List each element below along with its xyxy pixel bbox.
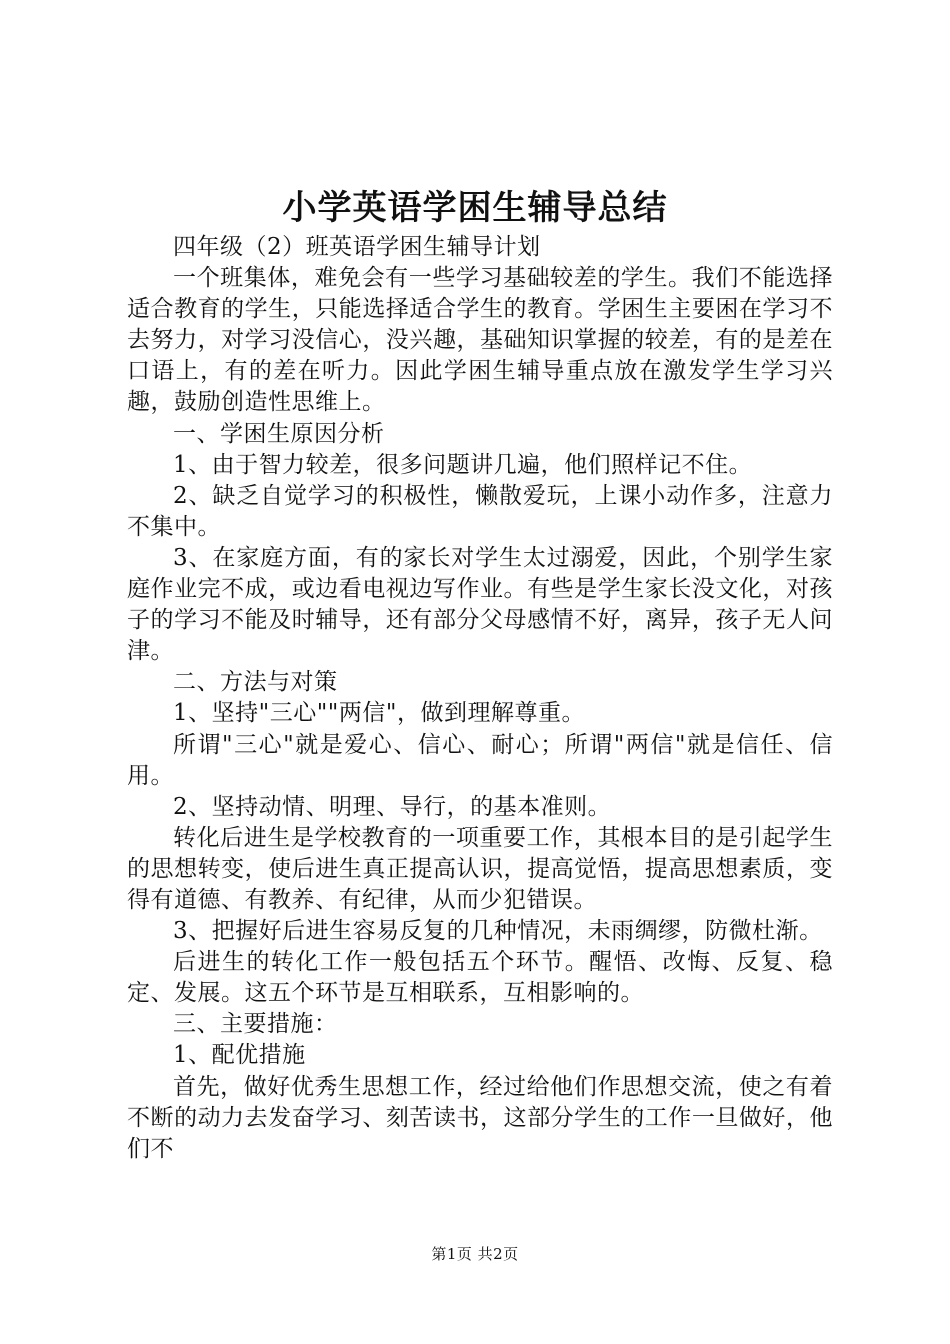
- paragraph: 1、坚持"三心""两信"，做到理解尊重。: [173, 700, 585, 727]
- paragraph: 3、把握好后进生容易反复的几种情况，未雨绸缪，防微杜渐。: [173, 918, 823, 945]
- paragraph: 1、配优措施: [173, 1042, 306, 1069]
- document-body: [127, 232, 833, 1165]
- paragraph: 所谓"三心"就是爱心、信心、耐心；所谓"两信"就是信任、信用。: [127, 731, 833, 789]
- page-footer: 第1页 共2页: [431, 1245, 519, 1263]
- section-heading: 二、方法与对策: [173, 669, 338, 696]
- section-heading: 一、学困生原因分析: [173, 420, 385, 447]
- paragraph: 四年级（2）班英语学困生辅导计划: [173, 234, 541, 260]
- paragraph: 首先，做好优秀生思想工作，经过给他们作思想交流，使之有着不断的动力去发奋学习、刻苦读书，这部分学生的工作一旦做好，他们不: [127, 1073, 833, 1162]
- paragraph: 1、由于智力较差，很多问题讲几遍，他们照样记不住。: [173, 451, 753, 478]
- paragraph: 3、在家庭方面，有的家长对学生太过溺爱，因此，个别学生家庭作业完不成，或边看电视边写作业。有些是学生家长没文化，对孩子的学习不能及时辅导，还有部分父母感情不好，离异，孩子无人问津。: [127, 544, 833, 665]
- paragraph: 一个班集体，难免会有一些学习基础较差的学生。我们不能选择适合教育的学生，只能选择适合学生的教育。学困生主要困在学习不去努力，对学习没信心，没兴趣，基础知识掌握的较差，有的是差在口语上，有的差在听力。因此学困生辅导重点放在激发学生学习兴趣，鼓励创造性思维上。: [127, 265, 833, 416]
- paragraph: 2、坚持动情、明理、导行，的基本准则。: [173, 793, 612, 820]
- section-heading: 三、主要措施：: [173, 1011, 338, 1038]
- paragraph: 后进生的转化工作一般包括五个环节。醒悟、改悔、反复、稳定、发展。这五个环节是互相联系，互相影响的。: [127, 949, 833, 1007]
- document-title: 小学英语学困生辅导总结: [282, 188, 668, 228]
- paragraph: 2、缺乏自觉学习的积极性，懒散爱玩，上课小动作多，注意力不集中。: [127, 482, 833, 540]
- paragraph: 转化后进生是学校教育的一项重要工作，其根本目的是引起学生的思想转变，使后进生真正提高认识，提高觉悟，提高思想素质，变得有道德、有教养、有纪律，从而少犯错误。: [127, 824, 833, 913]
